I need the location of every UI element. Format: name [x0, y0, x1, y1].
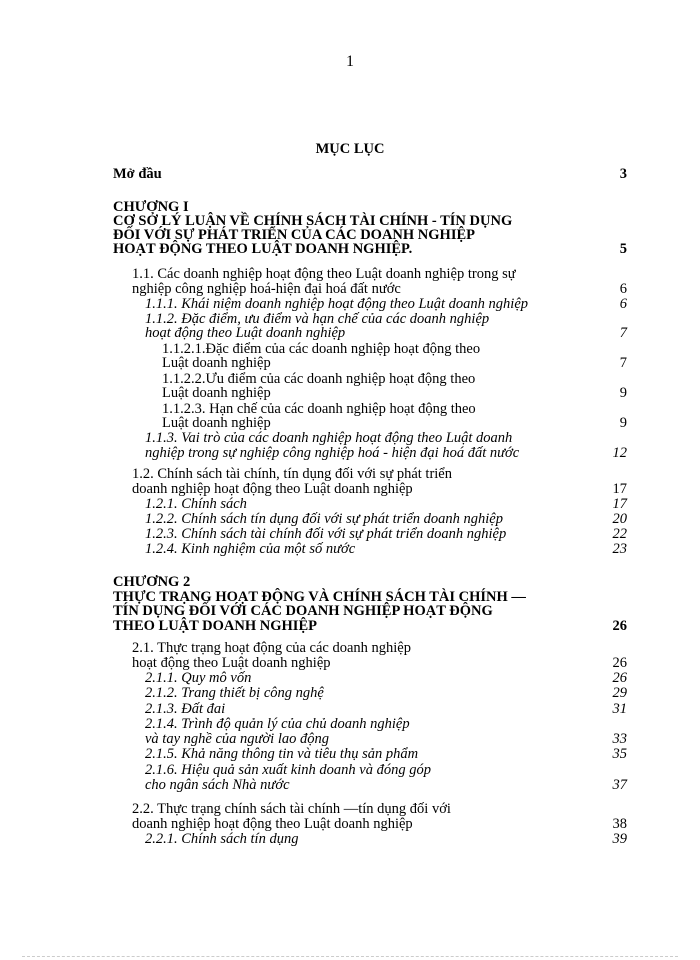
- toc-2-1-2-page: 29: [612, 685, 627, 701]
- toc-2-1-2[interactable]: 2.1.2. Trang thiết bị công nghệ: [145, 685, 324, 701]
- toc-1-1-2-3[interactable]: 1.1.2.3. Hạn chế của các doanh nghiệp hoạt động theo: [162, 401, 476, 417]
- toc-2-2[interactable]: 2.2. Thực trạng chính sách tài chính —tín dụng đối với: [132, 801, 451, 817]
- toc-1-2-3-page: 22: [612, 526, 627, 542]
- toc-1-1-3[interactable]: 1.1.3. Vai trò của các doanh nghiệp hoạt động theo Luật doanh: [145, 430, 513, 446]
- toc-2-1-1[interactable]: 2.1.1. Quy mô vốn: [145, 670, 252, 686]
- toc-1-1-2-page: 7: [619, 325, 627, 341]
- chapter-1-title[interactable]: CƠ SỞ LÝ LUẬN VỀ CHÍNH SÁCH TÀI CHÍNH - TÍN DỤNG: [113, 213, 513, 229]
- toc-1-1-page: 6: [619, 281, 627, 297]
- toc-1-2-2-page: 20: [612, 511, 627, 527]
- chapter-1-label: CHƯƠNG I: [113, 199, 189, 215]
- toc-2-1-4[interactable]: 2.1.4. Trình độ quản lý của chủ doanh nghiệp: [145, 716, 410, 732]
- toc-1-2-page: 17: [612, 481, 627, 497]
- toc-1-2-3[interactable]: 1.2.3. Chính sách tài chính đối với sự phát triển doanh nghiệp: [145, 526, 507, 542]
- toc-1-2-2[interactable]: 1.2.2. Chính sách tín dụng đối với sự phát triển doanh nghiệp: [145, 511, 503, 527]
- toc-1-1-2-1[interactable]: 1.1.2.1.Đặc điểm của các doanh nghiệp hoạt động theo: [162, 341, 481, 357]
- toc-2-1-page: 26: [612, 655, 627, 671]
- toc-2-2[interactable]: doanh nghiệp hoạt động theo Luật doanh nghiệp: [132, 816, 413, 832]
- toc-1-1-1[interactable]: 1.1.1. Khái niệm doanh nghiệp hoạt động theo Luật doanh nghiệp: [145, 296, 529, 312]
- toc-1-1-2-3[interactable]: Luật doanh nghiệp: [162, 415, 271, 431]
- chapter-2-title[interactable]: THỰC TRẠNG HOẠT ĐỘNG VÀ CHÍNH SÁCH TÀI CHÍNH —: [113, 589, 526, 605]
- chapter-2-title[interactable]: TÍN DỤNG ĐỐI VỚI CÁC DOANH NGHIỆP HOẠT ĐỘNG: [113, 603, 493, 619]
- toc-1-2-4-page: 23: [612, 541, 627, 557]
- toc-2-1-5[interactable]: 2.1.5. Khả năng thông tin và tiêu thụ sản phẩm: [145, 746, 419, 762]
- toc-2-1[interactable]: 2.1. Thực trạng hoạt động của các doanh nghiệp: [132, 640, 411, 656]
- toc-1-1-2-2[interactable]: 1.1.2.2.Ưu điểm của các doanh nghiệp hoạt động theo: [162, 371, 476, 387]
- toc-1-1-2[interactable]: hoạt động theo Luật doanh nghiệp: [145, 325, 346, 341]
- toc-1-1-2-1-page: 7: [619, 355, 627, 371]
- page-bottom-divider: [22, 956, 678, 957]
- toc-1-1-2-2[interactable]: Luật doanh nghiệp: [162, 385, 271, 401]
- toc-1-1-2[interactable]: 1.1.2. Đặc điểm, ưu điểm và hạn chế của các doanh nghiệp: [145, 311, 490, 327]
- toc-1-2-1[interactable]: 1.2.1. Chính sách: [145, 496, 247, 512]
- toc-intro-page: 3: [619, 166, 627, 182]
- toc-2-1-4[interactable]: và tay nghề của người lao động: [145, 731, 329, 747]
- chapter-2-label: CHƯƠNG 2: [113, 574, 191, 590]
- toc-1-1-3-page: 12: [612, 445, 627, 461]
- toc-2-2-1-page: 39: [612, 831, 627, 847]
- chapter-1-title[interactable]: ĐỐI VỚI SỰ PHÁT TRIỂN CỦA CÁC DOANH NGHIỆP: [113, 227, 476, 243]
- toc-2-1-6-page: 37: [612, 777, 627, 793]
- toc-2-1-6[interactable]: 2.1.6. Hiệu quả sản xuất kinh doanh và đóng góp: [145, 762, 431, 778]
- chapter-2-page: 26: [612, 618, 627, 634]
- toc-2-2-page: 38: [612, 816, 627, 832]
- toc-1-1[interactable]: nghiệp công nghiệp hoá-hiện đại hoá đất nước: [132, 281, 401, 297]
- toc-2-1-5-page: 35: [612, 746, 627, 762]
- toc-2-1-3-page: 31: [612, 701, 627, 717]
- toc-1-1-2-1[interactable]: Luật doanh nghiệp: [162, 355, 271, 371]
- chapter-2-title[interactable]: THEO LUẬT DOANH NGHIỆP: [113, 618, 317, 634]
- toc-2-2-1[interactable]: 2.2.1. Chính sách tín dụng: [145, 831, 299, 847]
- toc-2-1[interactable]: hoạt động theo Luật doanh nghiệp: [132, 655, 331, 671]
- toc-1-1[interactable]: 1.1. Các doanh nghiệp hoạt động theo Luật doanh nghiệp trong sự: [132, 266, 516, 282]
- toc-2-1-1-page: 26: [612, 670, 627, 686]
- page-number: 1: [346, 53, 354, 70]
- toc-1-2[interactable]: 1.2. Chính sách tài chính, tín dụng đối với sự phát triển: [132, 466, 452, 482]
- toc-2-1-3[interactable]: 2.1.3. Đất đai: [145, 701, 226, 717]
- toc-1-2[interactable]: doanh nghiệp hoạt động theo Luật doanh nghiệp: [132, 481, 413, 497]
- toc-1-2-4[interactable]: 1.2.4. Kinh nghiệm của một số nước: [145, 541, 356, 557]
- toc-1-1-2-3-page: 9: [619, 415, 627, 431]
- toc-title: MỤC LỤC: [315, 141, 385, 157]
- toc-1-1-1-page: 6: [619, 296, 627, 312]
- toc-2-1-6[interactable]: cho ngân sách Nhà nước: [145, 777, 290, 793]
- toc-1-1-3[interactable]: nghiệp trong sự nghiệp công nghiệp hoá - hiện đại hoá đất nước: [145, 445, 520, 461]
- chapter-1-title[interactable]: HOẠT ĐỘNG THEO LUẬT DOANH NGHIỆP.: [113, 241, 413, 257]
- toc-1-1-2-2-page: 9: [619, 385, 627, 401]
- toc-1-2-1-page: 17: [612, 496, 627, 512]
- chapter-1-page: 5: [619, 241, 627, 257]
- toc-intro[interactable]: Mở đầu: [113, 166, 162, 182]
- toc-2-1-4-page: 33: [612, 731, 627, 747]
